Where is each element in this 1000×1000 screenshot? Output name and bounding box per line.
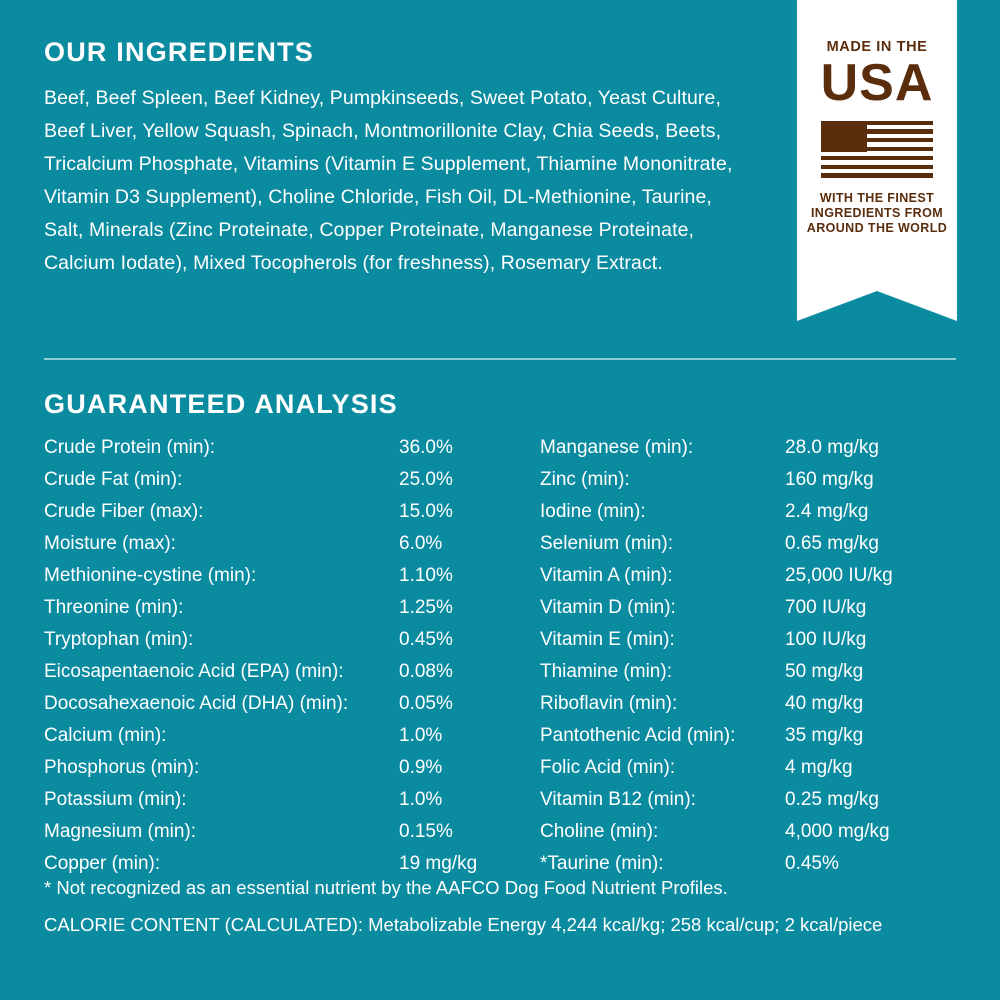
analysis-label: Riboflavin (min): <box>540 692 678 714</box>
usa-subtext <box>797 191 957 236</box>
analysis-row <box>540 688 956 720</box>
analysis-value: 0.05% <box>399 692 453 714</box>
analysis-value: 1.0% <box>399 724 443 746</box>
analysis-label: Tryptophan (min): <box>44 628 194 650</box>
aafco-footnote: * Not recognized as an essential nutrient by the AAFCO Dog Food Nutrient Profiles. <box>44 877 728 898</box>
guaranteed-analysis-left-column <box>44 432 540 880</box>
analysis-row <box>540 528 956 560</box>
analysis-label: Eicosapentaenoic Acid (EPA) (min): <box>44 660 344 682</box>
banner-notch <box>797 291 957 321</box>
calorie-content-text: CALORIE CONTENT (CALCULATED): Metabolizable Energy 4,244 kcal/kg; 258 kcal/cup; 2 kcal/piece <box>44 914 883 935</box>
analysis-value: 700 IU/kg <box>785 596 867 618</box>
analysis-value: 0.45% <box>399 628 453 650</box>
analysis-value: 28.0 mg/kg <box>785 436 879 458</box>
analysis-label: Docosahexaenoic Acid (DHA) (min): <box>44 692 349 714</box>
analysis-value: 4 mg/kg <box>785 756 853 778</box>
analysis-row <box>44 432 540 464</box>
analysis-label: Potassium (min): <box>44 788 187 810</box>
analysis-row <box>540 816 956 848</box>
analysis-value: 50 mg/kg <box>785 660 864 682</box>
analysis-row <box>44 720 540 752</box>
analysis-value: 6.0% <box>399 532 443 554</box>
analysis-label: Crude Protein (min): <box>44 436 216 458</box>
ingredients-section <box>44 38 744 280</box>
analysis-value: 40 mg/kg <box>785 692 864 714</box>
analysis-value: 0.45% <box>785 852 839 874</box>
analysis-row <box>540 496 956 528</box>
analysis-label: Vitamin B12 (min): <box>540 788 696 810</box>
analysis-value: 100 IU/kg <box>785 628 867 650</box>
analysis-row <box>540 560 956 592</box>
analysis-label: Selenium (min): <box>540 532 674 554</box>
analysis-label: Zinc (min): <box>540 468 630 490</box>
analysis-value: 0.9% <box>399 756 443 778</box>
analysis-row <box>44 624 540 656</box>
analysis-row <box>44 752 540 784</box>
analysis-row <box>540 720 956 752</box>
made-in-usa-badge <box>797 0 957 320</box>
analysis-row <box>540 464 956 496</box>
analysis-value: 0.15% <box>399 820 453 842</box>
analysis-row <box>44 688 540 720</box>
analysis-value: 25,000 IU/kg <box>785 564 893 586</box>
analysis-label: Manganese (min): <box>540 436 694 458</box>
ingredients-text: Beef, Beef Spleen, Beef Kidney, Pumpkinseeds, Sweet Potato, Yeast Culture, Beef Liver, Yellow Squash, Spinach, Montmorillonite Clay, Chia Seeds, Beets, Tricalcium Phosphate, Vitamins (Vitamin E Supplement, Thiamine Mononitrate, Vitamin D3 Supplement), Choline Chloride, Fish Oil, DL-Methionine, Taurine, Salt, Minerals (Zinc Proteinate, Copper Proteinate, Manganese Proteinate, Calcium Iodate), Mixed Tocopherols (for freshness), Rosemary Extract. <box>44 86 733 274</box>
analysis-value: 19 mg/kg <box>399 852 478 874</box>
guaranteed-analysis-columns <box>44 432 956 880</box>
usa-subtext-line3: AROUND THE WORLD <box>806 220 948 235</box>
section-divider <box>44 358 956 360</box>
usa-subtext-line1: WITH THE FINEST <box>819 190 935 205</box>
analysis-label: *Taurine (min): <box>540 852 664 874</box>
analysis-row <box>44 496 540 528</box>
analysis-row <box>540 784 956 816</box>
analysis-label: Crude Fiber (max): <box>44 500 204 522</box>
analysis-value: 1.25% <box>399 596 453 618</box>
analysis-value: 15.0% <box>399 500 453 522</box>
analysis-value: 0.08% <box>399 660 453 682</box>
analysis-label: Vitamin A (min): <box>540 564 673 586</box>
analysis-label: Phosphorus (min): <box>44 756 200 778</box>
analysis-row <box>44 464 540 496</box>
analysis-value: 0.25 mg/kg <box>785 788 879 810</box>
analysis-label: Iodine (min): <box>540 500 646 522</box>
analysis-label: Thiamine (min): <box>540 660 672 682</box>
made-in-the-label: MADE IN THE <box>826 39 928 55</box>
usa-subtext-line2: INGREDIENTS FROM <box>810 205 944 220</box>
guaranteed-analysis-section <box>44 390 956 880</box>
analysis-row <box>44 560 540 592</box>
analysis-row <box>44 656 540 688</box>
analysis-row <box>540 656 956 688</box>
analysis-value: 160 mg/kg <box>785 468 874 490</box>
analysis-row <box>540 752 956 784</box>
analysis-label: Threonine (min): <box>44 596 184 618</box>
analysis-value: 0.65 mg/kg <box>785 532 879 554</box>
guaranteed-analysis-right-column <box>540 432 956 880</box>
analysis-value: 1.0% <box>399 788 443 810</box>
analysis-label: Magnesium (min): <box>44 820 197 842</box>
usa-label: USA <box>820 53 934 112</box>
analysis-value: 1.10% <box>399 564 453 586</box>
analysis-label: Folic Acid (min): <box>540 756 676 778</box>
analysis-row <box>540 432 956 464</box>
analysis-value: 35 mg/kg <box>785 724 864 746</box>
ingredients-title: OUR INGREDIENTS <box>44 37 315 67</box>
analysis-label: Calcium (min): <box>44 724 167 746</box>
usa-flag-icon <box>821 121 933 179</box>
analysis-label: Choline (min): <box>540 820 659 842</box>
analysis-row <box>44 816 540 848</box>
analysis-row <box>44 784 540 816</box>
analysis-label: Pantothenic Acid (min): <box>540 724 736 746</box>
guaranteed-analysis-title: GUARANTEED ANALYSIS <box>44 389 398 419</box>
analysis-value: 2.4 mg/kg <box>785 500 869 522</box>
analysis-value: 4,000 mg/kg <box>785 820 890 842</box>
analysis-row <box>44 592 540 624</box>
analysis-label: Moisture (max): <box>44 532 176 554</box>
analysis-label: Crude Fat (min): <box>44 468 183 490</box>
analysis-row <box>44 528 540 560</box>
analysis-value: 25.0% <box>399 468 453 490</box>
analysis-label: Copper (min): <box>44 852 161 874</box>
analysis-row <box>540 592 956 624</box>
analysis-label: Methionine-cystine (min): <box>44 564 257 586</box>
analysis-value: 36.0% <box>399 436 453 458</box>
analysis-label: Vitamin D (min): <box>540 596 676 618</box>
analysis-label: Vitamin E (min): <box>540 628 675 650</box>
analysis-row <box>540 624 956 656</box>
